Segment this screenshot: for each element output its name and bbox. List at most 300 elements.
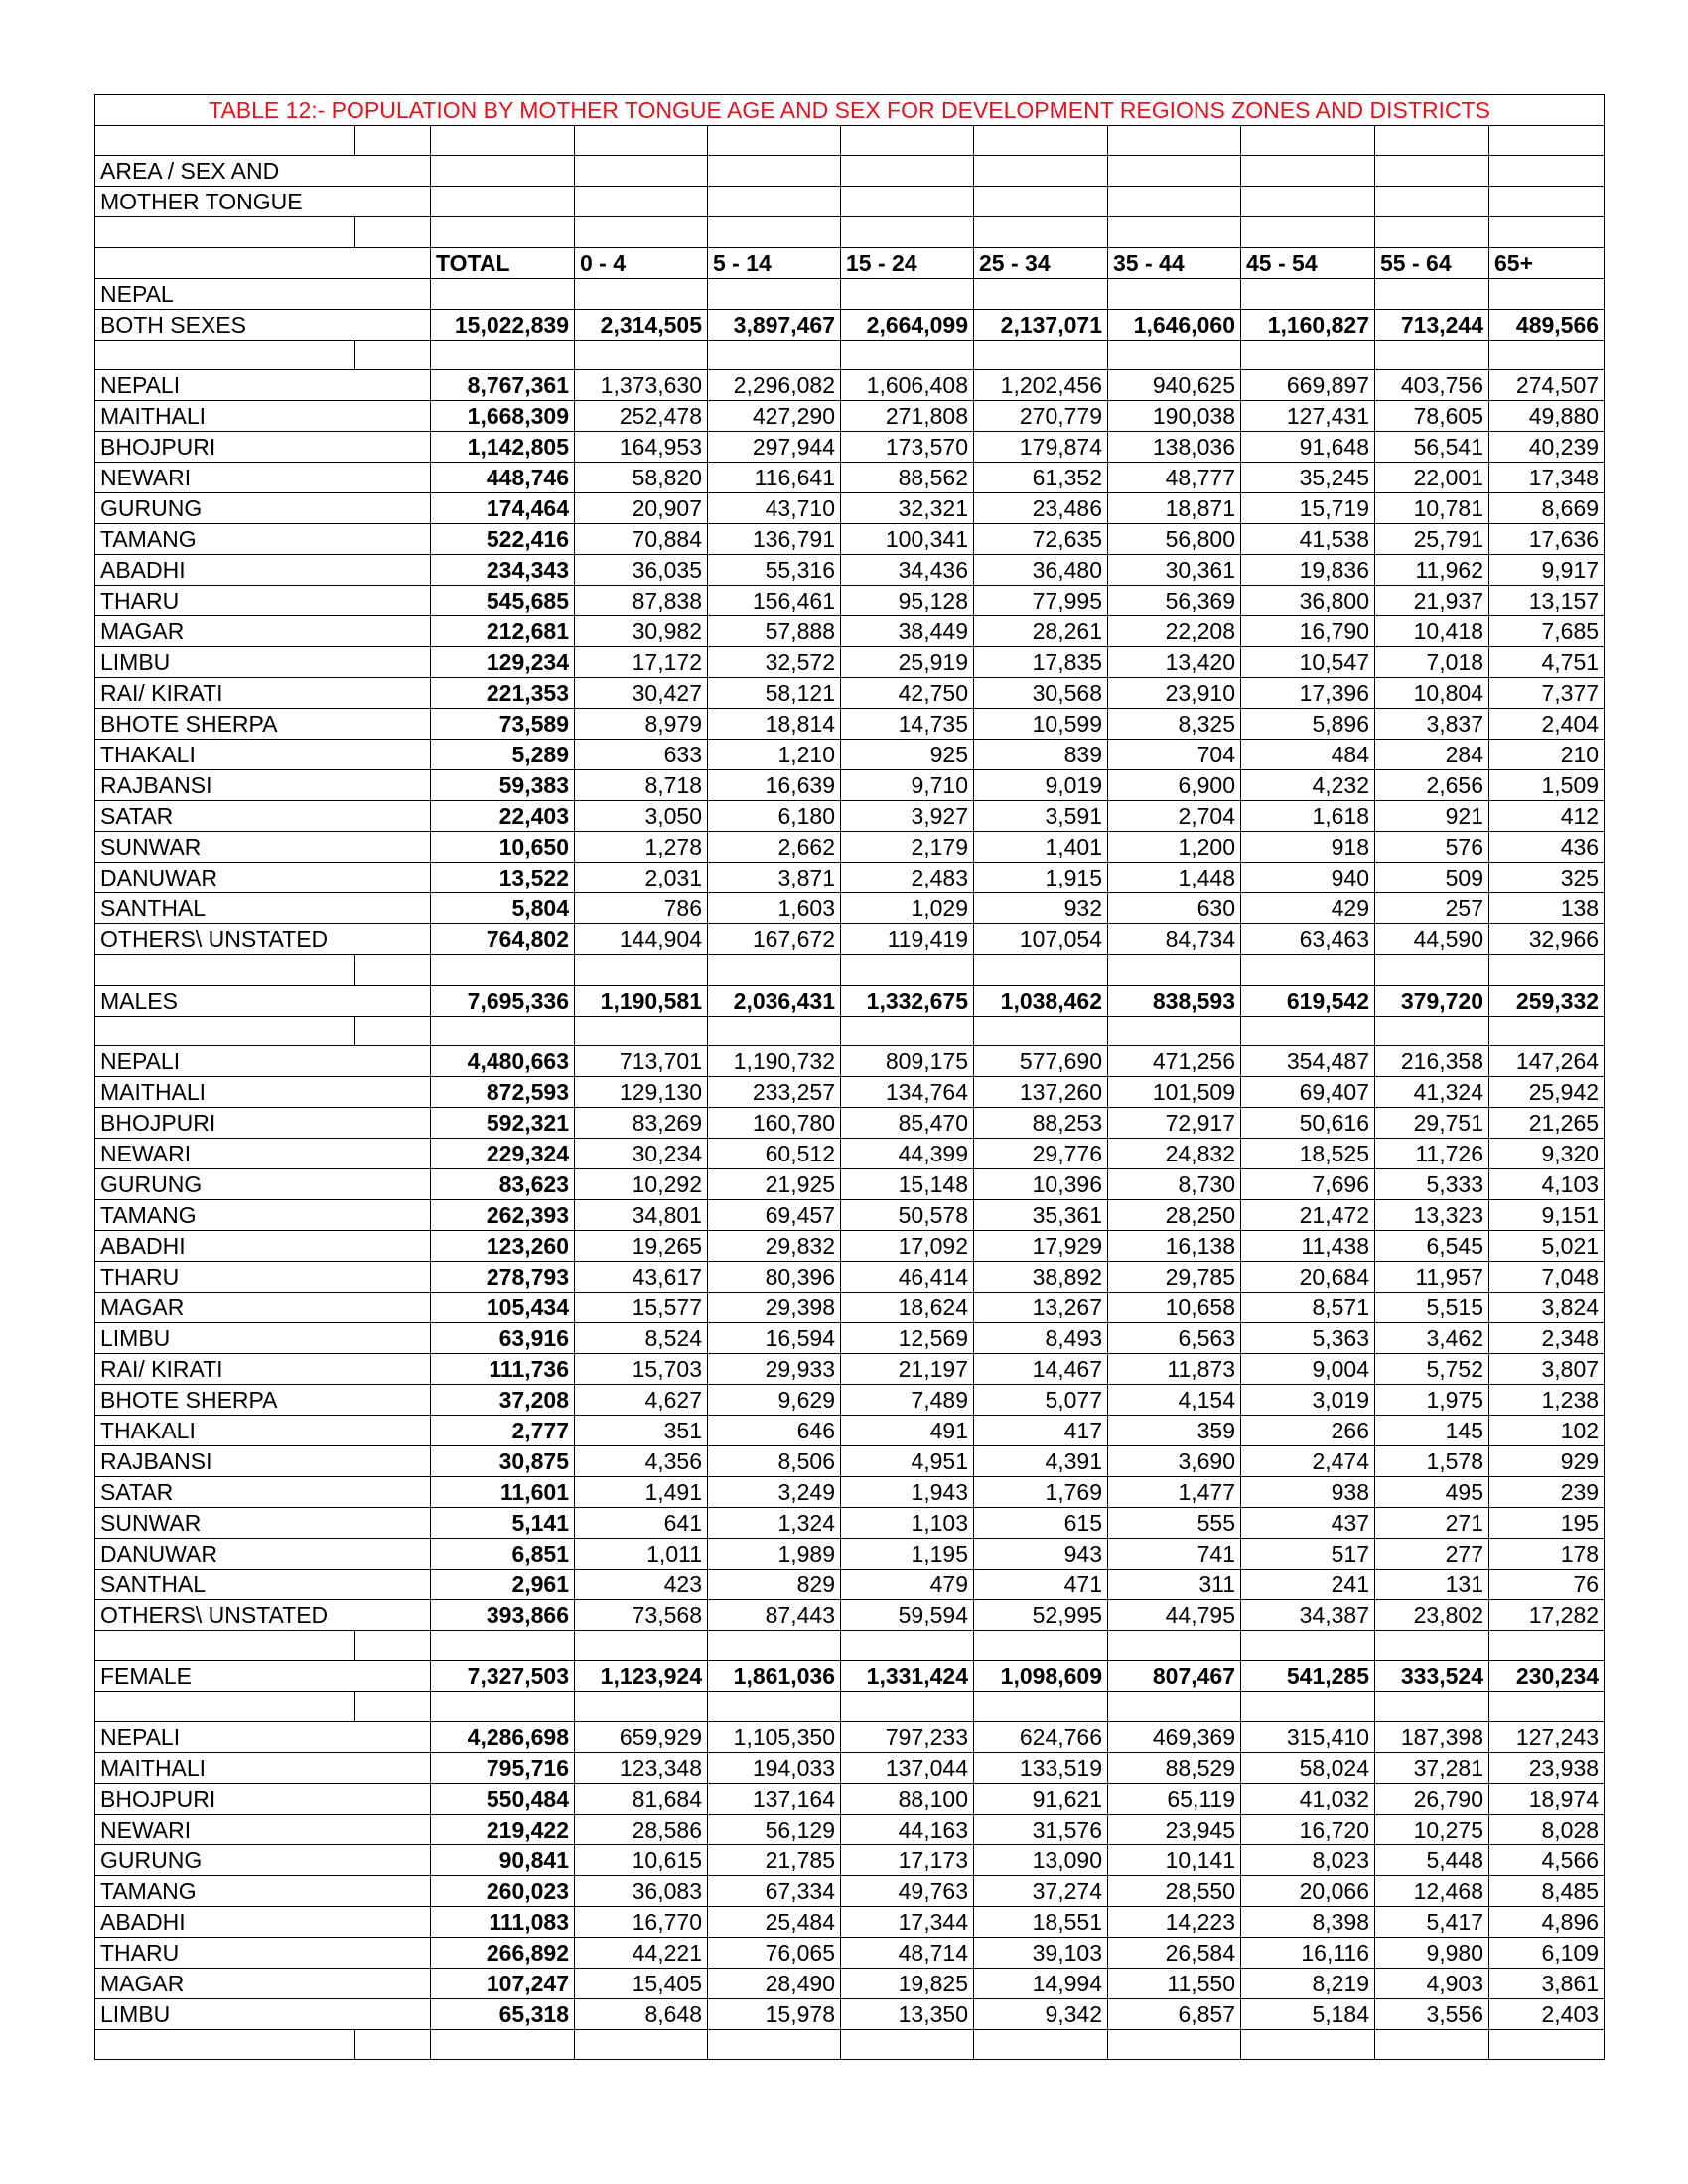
value-cell: 943 [974, 1538, 1108, 1569]
total-cell: 4,480,663 [431, 1045, 575, 1076]
empty-cell [355, 801, 431, 832]
value-cell: 194,033 [708, 1752, 841, 1783]
value-cell: 87,443 [708, 1599, 841, 1630]
value-cell: 21,265 [1489, 1107, 1605, 1138]
value-cell: 1,190,732 [708, 1045, 841, 1076]
row-label: MAITHALI [95, 1752, 355, 1783]
table-body [95, 95, 1605, 2060]
value-cell: 4,154 [1108, 1384, 1241, 1415]
column-header: 5 - 14 [708, 247, 841, 278]
empty-cell [1108, 340, 1241, 369]
value-cell: 4,232 [1241, 770, 1375, 801]
value-cell: 56,129 [708, 1814, 841, 1844]
table-row [95, 1968, 1605, 1998]
empty-cell [841, 955, 974, 985]
value-cell: 5,752 [1375, 1353, 1489, 1384]
value-cell: 3,591 [974, 801, 1108, 832]
value-cell: 704 [1108, 740, 1241, 770]
value-cell: 5,363 [1241, 1322, 1375, 1353]
value-cell: 271 [1375, 1507, 1489, 1538]
value-cell: 44,163 [841, 1814, 974, 1844]
empty-cell [1375, 1016, 1489, 1045]
value-cell: 10,615 [575, 1844, 708, 1875]
value-cell: 59,594 [841, 1599, 974, 1630]
empty-cell [355, 955, 431, 985]
value-cell: 18,814 [708, 709, 841, 740]
column-header-row [95, 247, 1605, 278]
table-row [95, 1384, 1605, 1415]
row-label: BHOJPURI [95, 1107, 355, 1138]
value-cell: 17,929 [974, 1230, 1108, 1261]
value-cell: 18,871 [1108, 493, 1241, 524]
value-cell: 5,417 [1375, 1906, 1489, 1937]
value-cell: 918 [1241, 832, 1375, 863]
empty-cell [355, 1199, 431, 1230]
value-cell: 311 [1108, 1569, 1241, 1599]
value-cell: 11,957 [1375, 1261, 1489, 1292]
value-cell: 167,672 [708, 924, 841, 955]
table-row [95, 832, 1605, 863]
row-label: ABADHI [95, 1906, 355, 1937]
value-cell: 21,785 [708, 1844, 841, 1875]
value-cell: 190,038 [1108, 401, 1241, 432]
table-row [95, 1230, 1605, 1261]
value-cell: 43,710 [708, 493, 841, 524]
value-cell: 16,594 [708, 1322, 841, 1353]
value-cell: 4,951 [841, 1445, 974, 1476]
empty-cell [708, 340, 841, 369]
total-cell: 30,875 [431, 1445, 575, 1476]
value-cell: 16,790 [1241, 616, 1375, 647]
value-cell: 1,029 [841, 893, 974, 924]
empty-cell [841, 1692, 974, 1721]
row-label: DANUWAR [95, 863, 355, 893]
value-cell: 29,751 [1375, 1107, 1489, 1138]
value-cell: 25,791 [1375, 524, 1489, 555]
empty-cell [355, 1476, 431, 1507]
total-cell: 105,434 [431, 1292, 575, 1322]
empty-cell [1489, 1630, 1605, 1660]
value-cell: 325 [1489, 863, 1605, 893]
value-cell: 252,478 [575, 401, 708, 432]
total-cell: 266,892 [431, 1937, 575, 1968]
value-cell: 1,606,408 [841, 370, 974, 401]
value-cell: 7,018 [1375, 647, 1489, 678]
value-cell: 173,570 [841, 432, 974, 463]
empty-cell [355, 770, 431, 801]
value-cell: 44,399 [841, 1138, 974, 1168]
value-cell: 509 [1375, 863, 1489, 893]
empty-cell [974, 126, 1108, 156]
value-cell: 9,710 [841, 770, 974, 801]
value-cell: 16,770 [575, 1906, 708, 1937]
section-total-row [95, 1661, 1605, 1692]
empty-cell [355, 832, 431, 863]
table-row [95, 1353, 1605, 1384]
value-cell: 40,239 [1489, 432, 1605, 463]
empty-cell [431, 126, 575, 156]
empty-cell [355, 924, 431, 955]
value-cell: 1,210 [708, 740, 841, 770]
value-cell: 88,529 [1108, 1752, 1241, 1783]
row-label: FEMALE [95, 1661, 355, 1692]
empty-cell [1108, 217, 1241, 247]
row-label: SUNWAR [95, 832, 355, 863]
value-cell: 6,857 [1108, 1998, 1241, 2029]
row-label: RAJBANSI [95, 770, 355, 801]
value-cell: 266 [1241, 1415, 1375, 1445]
value-cell: 30,427 [575, 678, 708, 709]
empty-cell [575, 340, 708, 369]
empty-cell [355, 126, 431, 156]
value-cell: 15,405 [575, 1968, 708, 1998]
empty-cell [708, 187, 841, 217]
value-cell: 555 [1108, 1507, 1241, 1538]
table-row [95, 1599, 1605, 1630]
empty-cell [974, 1016, 1108, 1045]
value-cell: 829 [708, 1569, 841, 1599]
value-cell: 1,331,424 [841, 1661, 974, 1692]
empty-cell [575, 156, 708, 187]
value-cell: 179,874 [974, 432, 1108, 463]
total-cell: 11,601 [431, 1476, 575, 1507]
total-cell: 174,464 [431, 493, 575, 524]
value-cell: 412 [1489, 801, 1605, 832]
table-row [95, 1076, 1605, 1107]
value-cell: 1,618 [1241, 801, 1375, 832]
value-cell: 659,929 [575, 1721, 708, 1752]
value-cell: 25,942 [1489, 1076, 1605, 1107]
column-header: 45 - 54 [1241, 247, 1375, 278]
total-cell: 278,793 [431, 1261, 575, 1292]
table-row [95, 1814, 1605, 1844]
empty-cell [355, 432, 431, 463]
empty-cell [431, 1630, 575, 1660]
row-label: MALES [95, 985, 355, 1016]
empty-cell [1241, 1692, 1375, 1721]
value-cell: 32,966 [1489, 924, 1605, 955]
empty-cell [1108, 1630, 1241, 1660]
value-cell: 138,036 [1108, 432, 1241, 463]
value-cell: 8,219 [1241, 1968, 1375, 1998]
empty-cell [1241, 217, 1375, 247]
spreadsheet-table [94, 94, 1604, 2085]
value-cell: 12,569 [841, 1322, 974, 1353]
table-row [95, 1507, 1605, 1538]
value-cell: 4,356 [575, 1445, 708, 1476]
value-cell: 577,690 [974, 1045, 1108, 1076]
value-cell: 178 [1489, 1538, 1605, 1569]
empty-cell [431, 156, 575, 187]
row-label: NEPALI [95, 1045, 355, 1076]
empty-cell [575, 1630, 708, 1660]
value-cell: 469,369 [1108, 1721, 1241, 1752]
value-cell: 36,480 [974, 555, 1108, 586]
value-cell: 28,261 [974, 616, 1108, 647]
value-cell: 940,625 [1108, 370, 1241, 401]
table-row [95, 370, 1605, 401]
empty-cell [1489, 955, 1605, 985]
empty-cell [355, 1721, 431, 1752]
value-cell: 28,490 [708, 1968, 841, 1998]
value-cell: 713,244 [1375, 309, 1489, 340]
value-cell: 26,584 [1108, 1937, 1241, 1968]
value-cell: 20,066 [1241, 1875, 1375, 1906]
empty-cell [355, 1783, 431, 1814]
row-label: MAITHALI [95, 401, 355, 432]
value-cell: 39,103 [974, 1937, 1108, 1968]
total-cell: 592,321 [431, 1107, 575, 1138]
total-cell: 221,353 [431, 678, 575, 709]
value-cell: 57,888 [708, 616, 841, 647]
value-cell: 8,524 [575, 1322, 708, 1353]
value-cell: 4,103 [1489, 1168, 1605, 1199]
value-cell: 7,696 [1241, 1168, 1375, 1199]
value-cell: 17,172 [575, 647, 708, 678]
empty-cell [1489, 156, 1605, 187]
area-label-row [95, 187, 1605, 217]
empty-cell [355, 1168, 431, 1199]
value-cell: 23,945 [1108, 1814, 1241, 1844]
row-label: THARU [95, 1937, 355, 1968]
row-label: TAMANG [95, 1875, 355, 1906]
value-cell: 49,763 [841, 1875, 974, 1906]
row-label: OTHERS\ UNSTATED [95, 1599, 355, 1630]
value-cell: 333,524 [1375, 1661, 1489, 1692]
value-cell: 107,054 [974, 924, 1108, 955]
table-row [95, 616, 1605, 647]
empty-cell [575, 2029, 708, 2059]
value-cell: 134,764 [841, 1076, 974, 1107]
value-cell: 21,197 [841, 1353, 974, 1384]
empty-cell [355, 586, 431, 616]
value-cell: 36,083 [575, 1875, 708, 1906]
value-cell: 9,629 [708, 1384, 841, 1415]
value-cell: 838,593 [1108, 985, 1241, 1016]
value-cell: 65,119 [1108, 1783, 1241, 1814]
table-row [95, 555, 1605, 586]
empty-cell [355, 709, 431, 740]
row-label: BHOJPURI [95, 432, 355, 463]
value-cell: 2,404 [1489, 709, 1605, 740]
value-cell: 641 [575, 1507, 708, 1538]
value-cell: 10,292 [575, 1168, 708, 1199]
value-cell: 147,264 [1489, 1045, 1605, 1076]
total-cell: 550,484 [431, 1783, 575, 1814]
value-cell: 10,804 [1375, 678, 1489, 709]
value-cell: 6,900 [1108, 770, 1241, 801]
table-row [95, 1107, 1605, 1138]
value-cell: 925 [841, 740, 974, 770]
value-cell: 35,245 [1241, 463, 1375, 493]
empty-cell [841, 1016, 974, 1045]
value-cell: 351 [575, 1415, 708, 1445]
value-cell: 129,130 [575, 1076, 708, 1107]
empty-cell [1489, 278, 1605, 309]
value-cell: 5,515 [1375, 1292, 1489, 1322]
value-cell: 9,320 [1489, 1138, 1605, 1168]
value-cell: 72,917 [1108, 1107, 1241, 1138]
empty-cell [1108, 2029, 1241, 2059]
value-cell: 101,509 [1108, 1076, 1241, 1107]
total-cell: 1,668,309 [431, 401, 575, 432]
value-cell: 403,756 [1375, 370, 1489, 401]
value-cell: 50,616 [1241, 1107, 1375, 1138]
value-cell: 8,648 [575, 1998, 708, 2029]
empty-cell [1489, 187, 1605, 217]
value-cell: 20,907 [575, 493, 708, 524]
total-cell: 123,260 [431, 1230, 575, 1261]
row-label: RAI/ KIRATI [95, 678, 355, 709]
empty-row [95, 1016, 1605, 1045]
empty-cell [841, 217, 974, 247]
empty-cell [355, 493, 431, 524]
value-cell: 3,807 [1489, 1353, 1605, 1384]
table-row [95, 924, 1605, 955]
value-cell: 4,627 [575, 1384, 708, 1415]
empty-cell [841, 278, 974, 309]
total-cell: 5,289 [431, 740, 575, 770]
row-label: GURUNG [95, 1168, 355, 1199]
value-cell: 3,824 [1489, 1292, 1605, 1322]
value-cell: 25,484 [708, 1906, 841, 1937]
value-cell: 5,333 [1375, 1168, 1489, 1199]
row-label: BHOJPURI [95, 1783, 355, 1814]
empty-cell [355, 1445, 431, 1476]
value-cell: 22,001 [1375, 463, 1489, 493]
value-cell: 10,141 [1108, 1844, 1241, 1875]
row-label: MOTHER TONGUE [95, 187, 355, 217]
empty-cell [355, 1937, 431, 1968]
table-row [95, 524, 1605, 555]
empty-cell [355, 1814, 431, 1844]
value-cell: 137,044 [841, 1752, 974, 1783]
empty-cell [1375, 217, 1489, 247]
value-cell: 1,278 [575, 832, 708, 863]
row-label: LIMBU [95, 1998, 355, 2029]
value-cell: 13,090 [974, 1844, 1108, 1875]
value-cell: 85,470 [841, 1107, 974, 1138]
value-cell: 164,953 [575, 432, 708, 463]
value-cell: 76 [1489, 1569, 1605, 1599]
total-cell: 59,383 [431, 770, 575, 801]
row-label: NEWARI [95, 463, 355, 493]
value-cell: 576 [1375, 832, 1489, 863]
value-cell: 160,780 [708, 1107, 841, 1138]
empty-cell [355, 1261, 431, 1292]
value-cell: 48,777 [1108, 463, 1241, 493]
value-cell: 41,032 [1241, 1783, 1375, 1814]
empty-cell [355, 1322, 431, 1353]
empty-cell [841, 156, 974, 187]
empty-cell [95, 217, 355, 247]
empty-cell [708, 156, 841, 187]
empty-cell [575, 126, 708, 156]
empty-row [95, 2029, 1605, 2059]
column-header: 55 - 64 [1375, 247, 1489, 278]
value-cell: 940 [1241, 863, 1375, 893]
value-cell: 8,718 [575, 770, 708, 801]
table-row [95, 1476, 1605, 1507]
value-cell: 1,373,630 [575, 370, 708, 401]
empty-cell [974, 1630, 1108, 1660]
value-cell: 78,605 [1375, 401, 1489, 432]
value-cell: 3,462 [1375, 1322, 1489, 1353]
value-cell: 18,551 [974, 1906, 1108, 1937]
row-label: SATAR [95, 801, 355, 832]
empty-cell [95, 955, 355, 985]
empty-cell [355, 1138, 431, 1168]
value-cell: 379,720 [1375, 985, 1489, 1016]
empty-cell [355, 524, 431, 555]
value-cell: 14,994 [974, 1968, 1108, 1998]
empty-cell [355, 278, 431, 309]
value-cell: 437 [1241, 1507, 1375, 1538]
empty-cell [355, 309, 431, 340]
row-label: RAI/ KIRATI [95, 1353, 355, 1384]
value-cell: 36,035 [575, 555, 708, 586]
value-cell: 1,943 [841, 1476, 974, 1507]
value-cell: 29,832 [708, 1230, 841, 1261]
value-cell: 31,576 [974, 1814, 1108, 1844]
value-cell: 1,769 [974, 1476, 1108, 1507]
value-cell: 284 [1375, 740, 1489, 770]
value-cell: 921 [1375, 801, 1489, 832]
empty-cell [1241, 278, 1375, 309]
table-row [95, 1261, 1605, 1292]
empty-cell [1489, 217, 1605, 247]
value-cell: 21,937 [1375, 586, 1489, 616]
value-cell: 1,509 [1489, 770, 1605, 801]
empty-cell [355, 187, 431, 217]
total-cell: 448,746 [431, 463, 575, 493]
value-cell: 14,223 [1108, 1906, 1241, 1937]
empty-cell [355, 1998, 431, 2029]
value-cell: 8,485 [1489, 1875, 1605, 1906]
value-cell: 2,474 [1241, 1445, 1375, 1476]
total-cell: 212,681 [431, 616, 575, 647]
value-cell: 72,635 [974, 524, 1108, 555]
value-cell: 41,324 [1375, 1076, 1489, 1107]
value-cell: 491 [841, 1415, 974, 1445]
value-cell: 95,128 [841, 586, 974, 616]
table-row [95, 1998, 1605, 2029]
total-cell: 107,247 [431, 1968, 575, 1998]
value-cell: 50,578 [841, 1199, 974, 1230]
value-cell: 37,274 [974, 1875, 1108, 1906]
value-cell: 36,800 [1241, 586, 1375, 616]
value-cell: 241 [1241, 1569, 1375, 1599]
value-cell: 354,487 [1241, 1045, 1375, 1076]
value-cell: 471,256 [1108, 1045, 1241, 1076]
value-cell: 1,332,675 [841, 985, 974, 1016]
value-cell: 11,438 [1241, 1230, 1375, 1261]
value-cell: 10,547 [1241, 647, 1375, 678]
value-cell: 1,123,924 [575, 1661, 708, 1692]
value-cell: 35,361 [974, 1199, 1108, 1230]
table-row [95, 647, 1605, 678]
total-cell: 83,623 [431, 1168, 575, 1199]
value-cell: 63,463 [1241, 924, 1375, 955]
value-cell: 2,031 [575, 863, 708, 893]
value-cell: 16,138 [1108, 1230, 1241, 1261]
row-label: SANTHAL [95, 893, 355, 924]
value-cell: 786 [575, 893, 708, 924]
empty-cell [355, 370, 431, 401]
value-cell: 83,269 [575, 1107, 708, 1138]
empty-cell [974, 278, 1108, 309]
value-cell: 38,449 [841, 616, 974, 647]
